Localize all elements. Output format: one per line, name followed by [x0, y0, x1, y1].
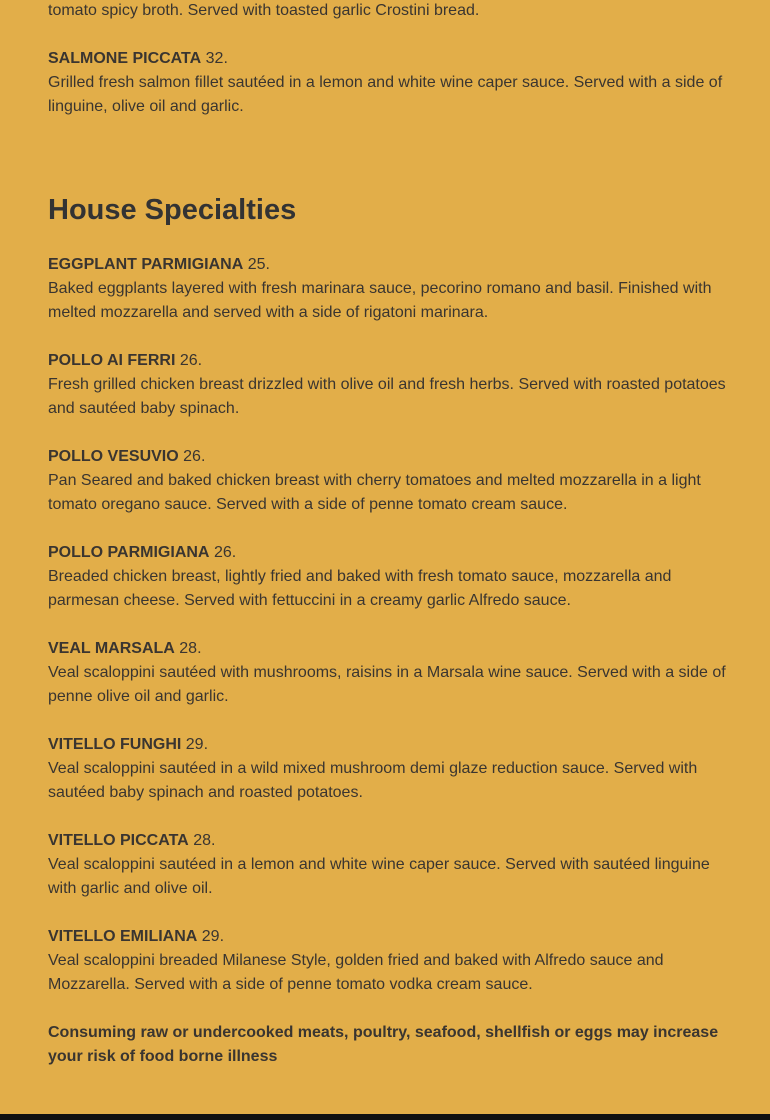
- menu-item-name: VITELLO PICCATA: [48, 832, 189, 849]
- menu-item-name: POLLO VESUVIO: [48, 448, 179, 465]
- menu-item-price: 28.: [193, 832, 216, 849]
- menu-item-pollo-parmigiana: [48, 541, 728, 613]
- menu-item-price: 32.: [205, 50, 228, 67]
- food-safety-disclaimer: Consuming raw or undercooked meats, poultry, seafood, shellfish or eggs may increase your risk of food borne illness: [48, 1024, 719, 1065]
- menu-item-name: POLLO AI FERRI: [48, 352, 176, 369]
- menu-item-price: 29.: [185, 736, 209, 753]
- menu-item-name: POLLO PARMIGIANA: [48, 544, 210, 561]
- menu-item-price: 26.: [183, 448, 206, 465]
- section-title: House Specialties: [48, 194, 297, 226]
- menu-item-name: VEAL MARSALA: [48, 640, 175, 657]
- menu-item-price: 29.: [201, 928, 225, 945]
- menu-item-description: Veal scaloppini breaded Milanese Style, golden fried and baked with Alfredo sauce and Mozzarella. Served with a side of penne tomato vodka cream sauce.: [48, 952, 664, 993]
- menu-item-salmone-piccata: [48, 47, 728, 119]
- menu-item-price: 26.: [179, 352, 203, 369]
- menu-item-vitello-piccata: [48, 829, 728, 901]
- menu-item-veal-marsala: [48, 637, 728, 709]
- menu-item-name: VITELLO FUNGHI: [48, 736, 182, 753]
- bottom-bar: [0, 1114, 770, 1120]
- menu-item-vitello-emiliana: [48, 925, 728, 997]
- menu-item-name: EGGPLANT PARMIGIANA: [48, 256, 244, 273]
- menu-item-vitello-funghi: [48, 733, 728, 805]
- menu-item-eggplant-parmigiana: [48, 253, 728, 325]
- menu-item-price: 25.: [247, 256, 270, 273]
- menu-item-pollo-ai-ferri: [48, 349, 728, 421]
- menu-item-name: VITELLO EMILIANA: [48, 928, 198, 945]
- menu-item-description: Breaded chicken breast, lightly fried and baked with fresh tomato sauce, mozzarella and parmesan cheese. Served with fettuccini in a creamy garlic Alfredo sauce.: [48, 568, 672, 609]
- menu-item-description: Veal scaloppini sautéed with mushrooms, raisins in a Marsala wine sauce. Served with a side of penne olive oil and garlic.: [48, 664, 726, 705]
- menu-item-price: 26.: [213, 544, 237, 561]
- menu-item-description: Pan Seared and baked chicken breast with cherry tomatoes and melted mozzarella in a light tomato oregano sauce. Served with a side of penne tomato cream sauce.: [48, 472, 701, 513]
- menu-item-name: SALMONE PICCATA: [48, 50, 202, 67]
- previous-item-description: tomato spicy broth. Served with toasted garlic Crostini bread.: [48, 2, 480, 19]
- menu-item-price: 28.: [179, 640, 202, 657]
- menu-item-description: Veal scaloppini sautéed in a lemon and white wine caper sauce. Served with sautéed linguine with garlic and olive oil.: [48, 856, 710, 897]
- menu-item-pollo-vesuvio: [48, 445, 728, 517]
- menu-item-description: Veal scaloppini sautéed in a wild mixed mushroom demi glaze reduction sauce. Served with sautéed baby spinach and roasted potatoes.: [48, 760, 698, 801]
- menu-item-description: Fresh grilled chicken breast drizzled with olive oil and fresh herbs. Served with roasted potatoes and sautéed baby spinach.: [48, 376, 726, 417]
- menu-item-description: Grilled fresh salmon fillet sautéed in a lemon and white wine caper sauce. Served with a side of linguine, olive oil and garlic.: [48, 74, 723, 115]
- menu-item-description: Baked eggplants layered with fresh marinara sauce, pecorino romano and basil. Finished with melted mozzarella and served with a side of rigatoni marinara.: [48, 280, 712, 321]
